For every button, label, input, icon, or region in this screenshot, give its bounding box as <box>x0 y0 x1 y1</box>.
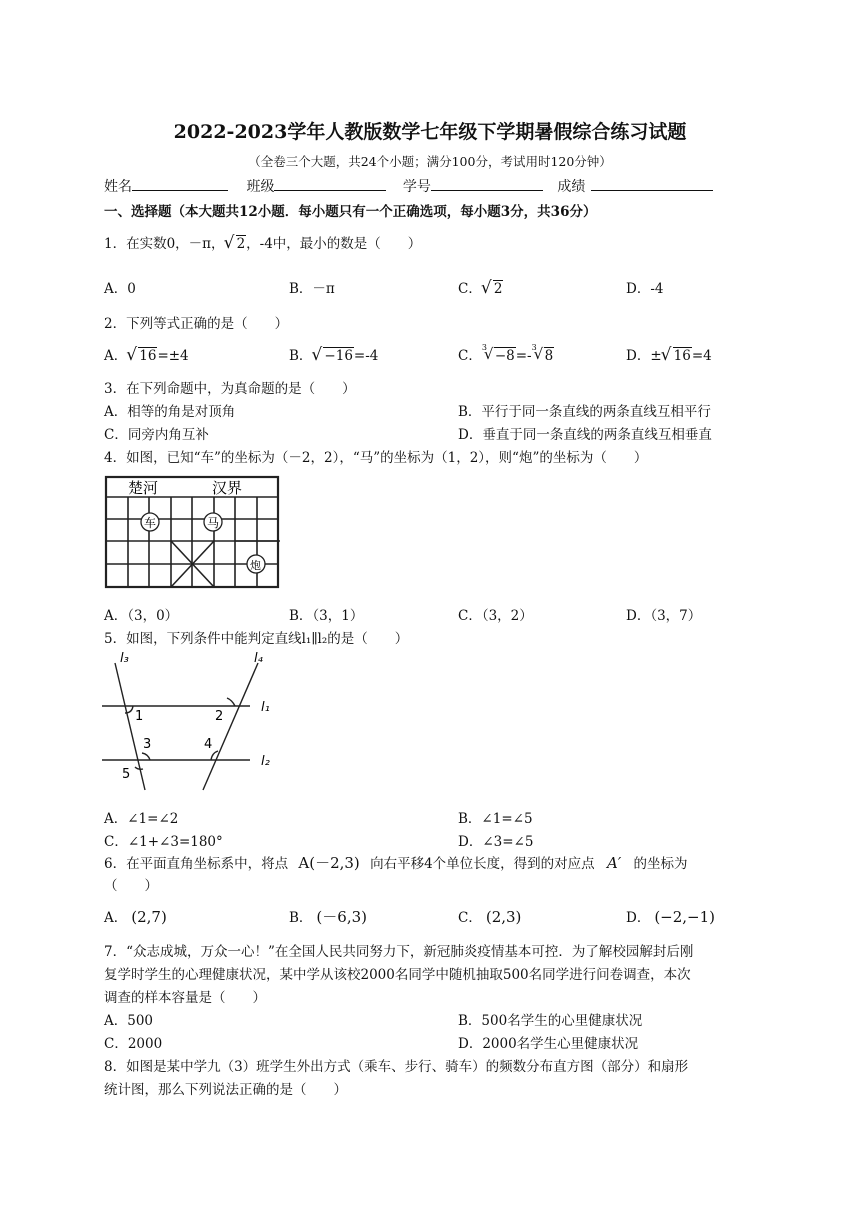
page-title: 2022-2023学年人教版数学七年级下学期暑假综合练习试题 <box>173 121 687 143</box>
q1-option-c[interactable]: C．√ 2 <box>458 277 503 297</box>
q4-option-a[interactable]: A．（3，0） <box>104 608 179 624</box>
car-piece-label: 车 <box>144 516 157 530</box>
q4-option-d[interactable]: D．（3，7） <box>626 608 702 624</box>
q6-option-d[interactable]: D． (−2,−1) <box>626 908 716 926</box>
question-1-stem: 1．在实数0，－π，√ 2，-4中，最小的数是（ ） <box>104 232 421 252</box>
q5-option-c[interactable]: C．∠1+∠3=180° <box>104 834 223 850</box>
class-blank[interactable] <box>274 176 386 191</box>
q3-option-c[interactable]: C．同旁内角互补 <box>104 427 209 443</box>
q1-option-d[interactable]: D．-4 <box>626 281 664 297</box>
section-title: 一、选择题（本大题共12小题．每小题只有一个正确选项，每小题3分，共36分） <box>104 204 597 220</box>
river-label-right: 汉界 <box>212 479 243 497</box>
student-info-row <box>104 176 713 196</box>
q7-option-d[interactable]: D．2000名学生心里健康状况 <box>458 1036 639 1052</box>
name-label: 姓名 <box>104 179 132 195</box>
exam-info: （全卷三个大题，共24个小题；满分100分，考试用时120分钟） <box>248 154 612 169</box>
score-blank[interactable] <box>591 176 713 191</box>
q2-option-c[interactable]: C． √ 3 −8=- √ 3 8 <box>458 344 554 364</box>
line-l2-label: l₂ <box>261 754 270 769</box>
q5-option-d[interactable]: D．∠3=∠5 <box>458 834 534 850</box>
student-id-blank[interactable] <box>431 176 543 191</box>
q6-option-a[interactable]: A． (2,7) <box>104 908 167 926</box>
name-blank[interactable] <box>132 176 228 191</box>
q3-option-a[interactable]: A．相等的角是对顶角 <box>104 404 236 420</box>
river-label-left: 楚河 <box>128 479 159 497</box>
q4-option-c[interactable]: C．（3，2） <box>458 608 533 624</box>
q5-option-b[interactable]: B．∠1=∠5 <box>458 811 533 827</box>
line-l1-label: l₁ <box>261 700 270 715</box>
question-4-stem: 4．如图，已知“车”的坐标为（－2，2），“马”的坐标为（1，2），则“炮”的坐标为（ ） <box>104 450 648 466</box>
question-3-stem: 3．在下列命题中，为真命题的是（ ） <box>104 381 356 397</box>
chess-board-figure <box>104 474 282 590</box>
angle-3-label: 3 <box>143 737 152 752</box>
q1-option-b[interactable]: B．－π <box>289 281 335 297</box>
student-id-label: 学号 <box>402 179 431 195</box>
angle-2-label: 2 <box>215 709 224 724</box>
q7-option-c[interactable]: C．2000 <box>104 1036 163 1052</box>
question-8-line-2: 统计图，那么下列说法正确的是（ ） <box>104 1082 347 1098</box>
q2-option-d[interactable]: D．±√ 16=4 <box>626 344 712 364</box>
point-a-prime: A′ <box>606 854 622 872</box>
question-5-stem: 5．如图，下列条件中能判定直线l₁∥l₂的是（ ） <box>104 631 409 647</box>
q3-option-d[interactable]: D．垂直于同一条直线的两条直线互相垂直 <box>458 427 712 443</box>
class-label: 班级 <box>246 179 275 195</box>
cannon-piece-label: 炮 <box>250 559 261 572</box>
q4-option-b[interactable]: B．（3，1） <box>289 608 364 624</box>
question-6-stem: 6．在平面直角坐标系中，将点 A(－2,3) 向右平移4个单位长度，得到的对应点 A′ 的坐标为 <box>104 854 688 872</box>
question-6-paren: （ ） <box>104 878 158 894</box>
q6-option-b[interactable]: B． (－6,3) <box>289 908 367 926</box>
parallel-lines-figure <box>100 645 290 795</box>
question-7-line-2: 复学时学生的心理健康状况，某中学从该校2000名同学中随机抽取500名同学进行问卷调查，本次 <box>104 967 691 983</box>
q3-option-b[interactable]: B．平行于同一条直线的两条直线互相平行 <box>458 404 711 420</box>
point-a: A(－2,3) <box>298 854 360 872</box>
q7-option-b[interactable]: B．500名学生的心里健康状况 <box>458 1013 643 1029</box>
q2-option-a[interactable]: A．√ 16=±4 <box>104 344 189 364</box>
angle-5-label: 5 <box>122 767 131 782</box>
q7-option-a[interactable]: A．500 <box>104 1013 154 1029</box>
angle-1-label: 1 <box>135 709 144 724</box>
horse-piece-label: 马 <box>207 516 220 530</box>
question-2-stem: 2．下列等式正确的是（ ） <box>104 316 289 332</box>
q1-option-a[interactable]: A．0 <box>104 281 136 297</box>
q5-option-a[interactable]: A．∠1=∠2 <box>104 811 179 827</box>
question-7-line-1: 7．“众志成城，万众一心！”在全国人民共同努力下，新冠肺炎疫情基本可控．为了解校园解封后刚 <box>104 944 694 960</box>
line-l4-label: l₄ <box>254 651 263 666</box>
question-8-line-1: 8．如图是某中学九（3）班学生外出方式（乘车、步行、骑车）的频数分布直方图（部分）和扇形 <box>104 1059 689 1075</box>
q6-option-c[interactable]: C． (2,3) <box>458 908 522 926</box>
score-label: 成绩 <box>557 179 586 195</box>
question-7-line-3: 调查的样本容量是（ ） <box>104 990 266 1006</box>
line-l3-label: l₃ <box>120 651 129 666</box>
q2-option-b[interactable]: B．√ −16=-4 <box>289 344 378 364</box>
angle-4-label: 4 <box>204 737 213 752</box>
